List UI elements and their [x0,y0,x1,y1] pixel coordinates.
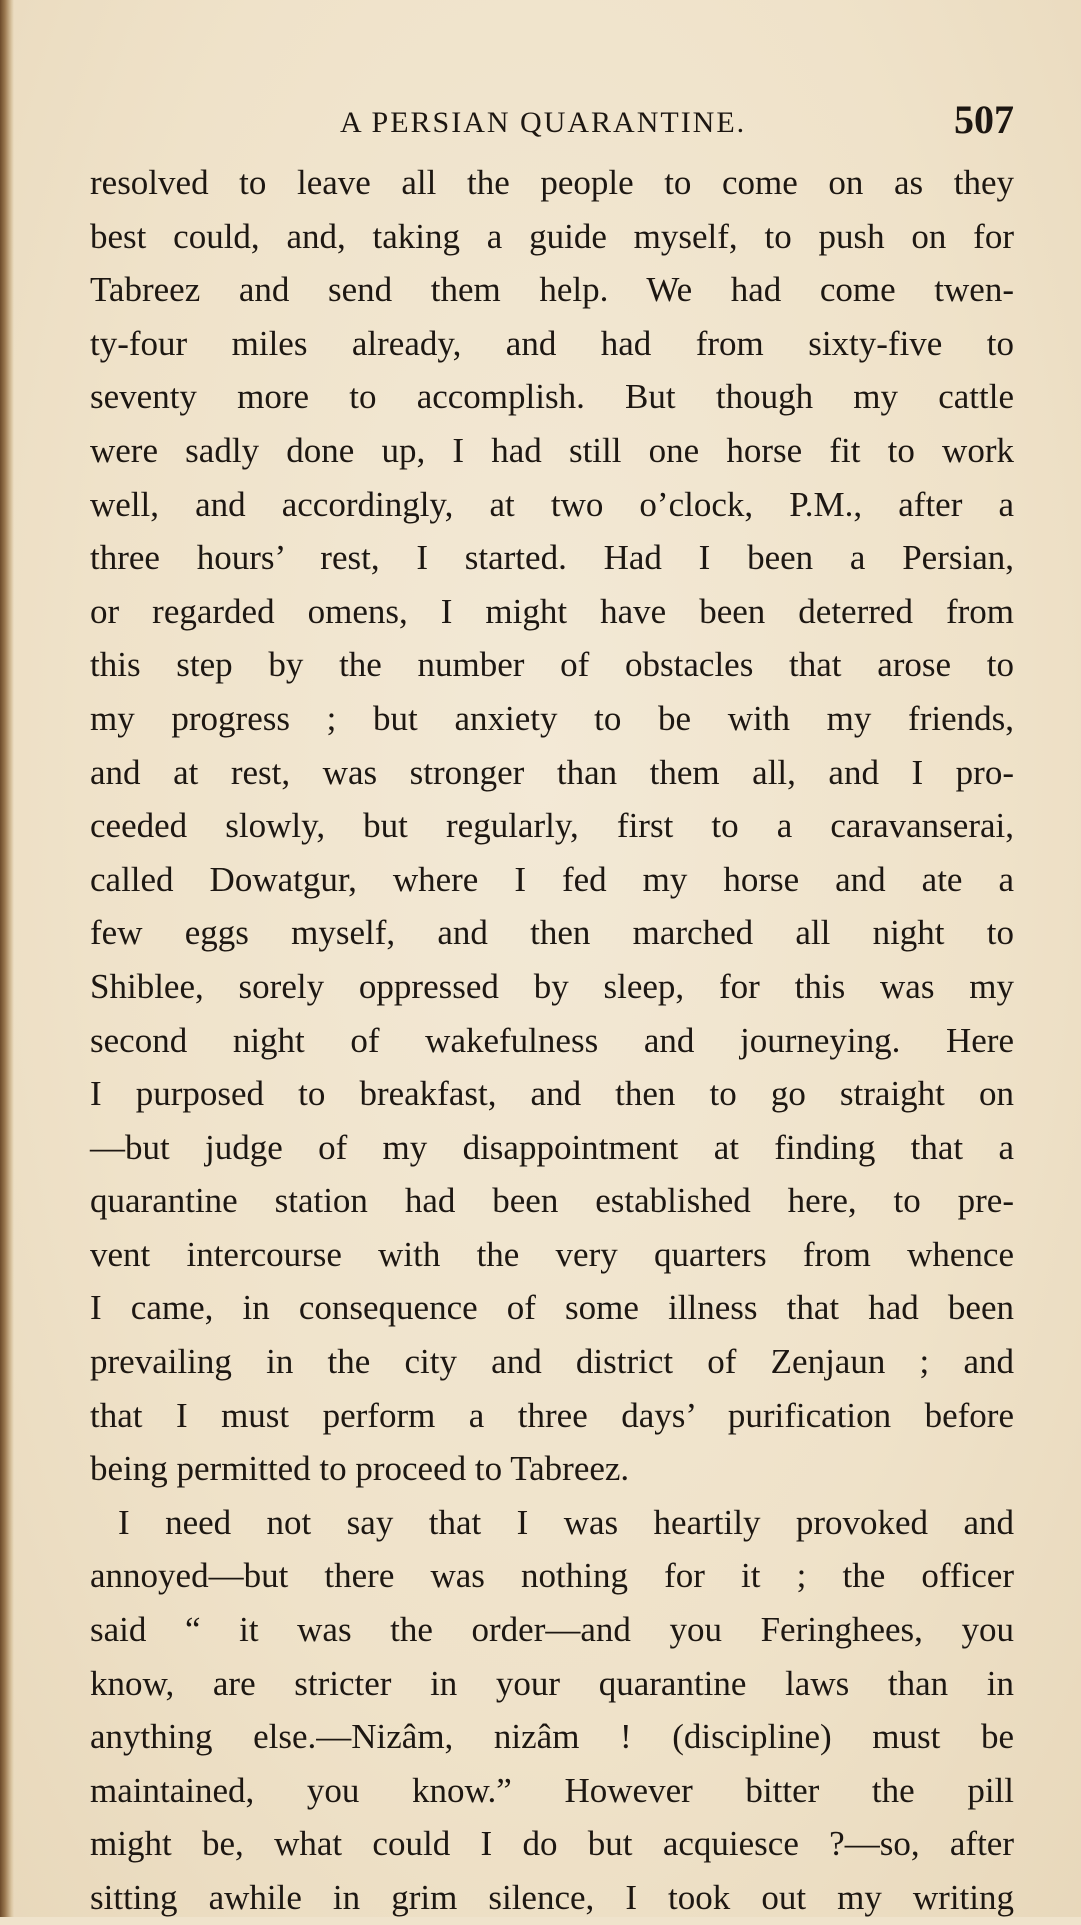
text-line: and at rest, was stronger than them all, and I pro- [90,752,1014,792]
text-line: I need not say that I was heartily provoked and [118,1502,1014,1542]
running-title: A PERSIAN QUARANTINE. [340,106,747,139]
text-line: few eggs myself, and then marched all night to [90,913,1014,953]
text-line: Shiblee, sorely oppressed by sleep, for this was my [90,966,1014,1006]
text-line: were sadly done up, I had still one horse fit to work [90,430,1014,470]
text-line: being permitted to proceed to Tabreez. [90,1449,630,1489]
text-line: vent intercourse with the very quarters from whence [90,1234,1014,1274]
text-line: quarantine station had been established here, to pre- [90,1181,1014,1221]
text-line: sitting awhile in grim silence, I took out my writing [90,1878,1014,1917]
text-line: called Dowatgur, where I fed my horse and ate a [90,859,1014,899]
text-line: this step by the number of obstacles that arose to [90,645,1014,685]
text-line: or regarded omens, I might have been deterred from [90,591,1014,631]
text-line: that I must perform a three days’ purification before [90,1395,1014,1435]
text-line: best could, and, taking a guide myself, to push on for [90,216,1014,256]
text-line: annoyed—but there was nothing for it ; the officer [90,1556,1014,1596]
text-line: might be, what could I do but acquiesce ?—so, after [90,1824,1014,1864]
text-line: second night of wakefulness and journeying. Here [90,1020,1014,1060]
page-number: 507 [954,97,1014,142]
text-line: ty-four miles already, and had from sixty-five to [90,323,1014,363]
text-line: well, and accordingly, at two o’clock, P.M., after a [90,484,1014,524]
text-line: Tabreez and send them help. We had come twen- [90,270,1014,310]
text-line: my progress ; but anxiety to be with my friends, [90,698,1014,738]
page-binding-edge [0,0,14,1917]
text-line: I purposed to breakfast, and then to go straight on [90,1074,1014,1114]
text-line: ceeded slowly, but regularly, first to a caravanserai, [90,806,1014,846]
text-line: I came, in consequence of some illness that had been [90,1288,1014,1328]
text-line: prevailing in the city and district of Zenjaun ; and [90,1342,1014,1382]
text-line: anything else.—Nizâm, nizâm ! (discipline) must be [90,1717,1014,1757]
text-line: resolved to leave all the people to come on as they [90,163,1014,202]
text-line: said “ it was the order—and you Feringhees, you [90,1610,1014,1650]
text-line: seventy more to accomplish. But though my cattle [90,377,1014,417]
text-line: know, are stricter in your quarantine laws than in [90,1663,1014,1703]
text-line: —but judge of my disappointment at finding that a [90,1127,1014,1167]
page-header [90,96,1014,146]
text-line: maintained, you know.” However bitter the pill [90,1770,1014,1810]
body-text [90,156,1014,1925]
text-line: three hours’ rest, I started. Had I been a Persian, [90,538,1014,578]
